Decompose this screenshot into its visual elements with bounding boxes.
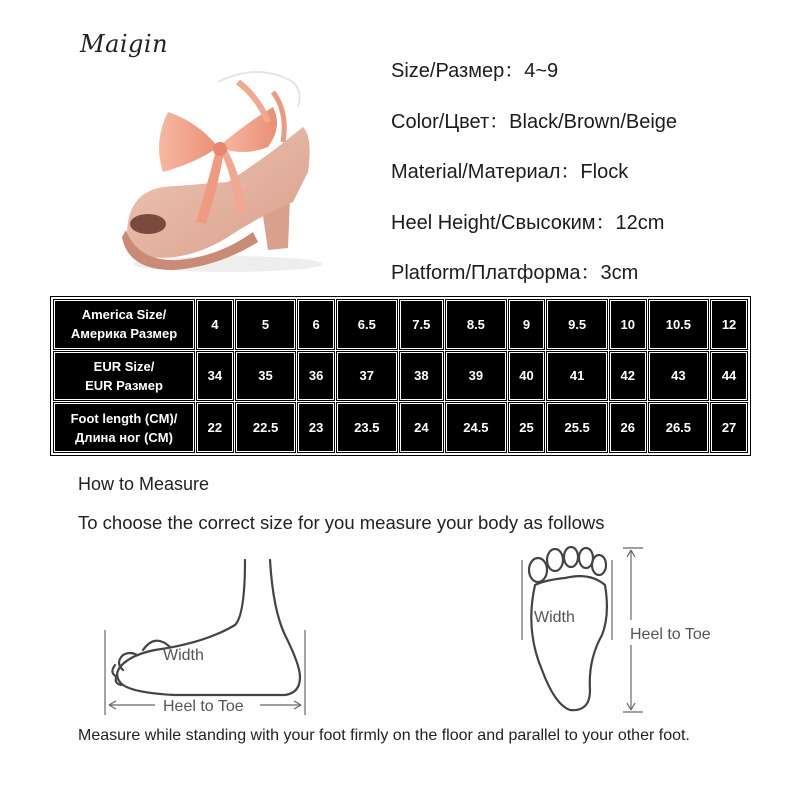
spec-label: Platform/Платформа — [391, 262, 581, 284]
table-cell: 23 — [298, 403, 334, 452]
size-chart-table — [50, 296, 751, 456]
sole-length-label: Heel to Toe — [630, 626, 711, 643]
table-cell: 7.5 — [400, 300, 444, 349]
row-header-line: America Size/ — [81, 307, 167, 323]
spec-label: Heel Height/Свысоким — [391, 211, 596, 234]
row-header-line: EUR Size/ — [93, 358, 155, 374]
table-row — [54, 352, 747, 401]
table-cell: 26.5 — [649, 403, 708, 452]
table-cell: 35 — [236, 352, 295, 401]
spec-value: Black/Brown/Beige — [509, 110, 678, 133]
row-header — [54, 352, 194, 401]
measure-footer-note: Measure while standing with your foot firmly on the floor and parallel to your other foot. — [78, 727, 690, 744]
measure-subtitle: To choose the correct size for you measure your body as follows — [78, 512, 605, 533]
side-length-label: Heel to Toe — [163, 698, 244, 715]
table-cell: 37 — [337, 352, 396, 401]
spec-value: 12cm — [615, 211, 665, 234]
table-cell: 41 — [547, 352, 606, 401]
table-cell: 4 — [197, 300, 233, 349]
table-cell: 43 — [649, 352, 708, 401]
spec-label: Color/Цвет — [391, 110, 490, 133]
spec-value: Flock — [580, 161, 629, 183]
table-cell: 24.5 — [446, 403, 505, 452]
table-cell: 5 — [236, 300, 295, 349]
table-cell: 40 — [509, 352, 545, 401]
row-header — [54, 403, 194, 452]
table-cell: 24 — [400, 403, 444, 452]
side-foot-diagram — [95, 555, 325, 725]
table-cell: 23.5 — [337, 403, 396, 452]
table-cell: 6.5 — [337, 300, 396, 349]
spec-label: Material/Материал — [391, 161, 561, 183]
table-cell: 39 — [446, 352, 505, 401]
spec-separator: ： — [560, 161, 581, 183]
table-cell: 44 — [711, 352, 747, 401]
table-cell: 27 — [711, 403, 747, 452]
table-cell: 38 — [400, 352, 444, 401]
brand-logo: Maigin — [80, 30, 169, 58]
table-cell: 22.5 — [236, 403, 295, 452]
table-cell: 25 — [509, 403, 545, 452]
spec-heel-height — [391, 206, 677, 257]
table-cell: 42 — [610, 352, 646, 401]
sole-width-label: Width — [534, 609, 575, 626]
row-header-line: EUR Размер — [85, 377, 163, 393]
spec-label: Size/Размер — [391, 60, 505, 82]
table-cell: 26 — [610, 403, 646, 452]
table-cell: 34 — [197, 352, 233, 401]
spec-value: 4~9 — [524, 60, 559, 82]
spec-separator: ： — [595, 211, 616, 234]
spec-separator: ： — [580, 262, 601, 284]
table-row — [54, 300, 747, 349]
spec-material — [391, 155, 677, 206]
table-cell: 10.5 — [649, 300, 708, 349]
table-cell: 9.5 — [547, 300, 606, 349]
spec-color — [391, 105, 677, 156]
spec-value: 3cm — [600, 262, 639, 284]
table-row — [54, 403, 747, 452]
table-cell: 6 — [298, 300, 334, 349]
table-cell: 10 — [610, 300, 646, 349]
spec-separator: ： — [489, 110, 510, 133]
spec-separator: ： — [504, 60, 525, 82]
table-cell: 36 — [298, 352, 334, 401]
table-cell: 9 — [509, 300, 545, 349]
product-specs — [391, 54, 677, 307]
table-cell: 8.5 — [446, 300, 505, 349]
table-cell: 12 — [711, 300, 747, 349]
measure-title: How to Measure — [78, 474, 210, 494]
row-header-line: Foot length (CM)/ — [70, 410, 178, 426]
table-cell: 25.5 — [547, 403, 606, 452]
row-header-line: Америка Размер — [70, 326, 178, 342]
row-header — [54, 300, 194, 349]
row-header-line: Длина ног (CM) — [75, 429, 173, 445]
table-cell: 22 — [197, 403, 233, 452]
sole-foot-diagram — [510, 540, 745, 720]
product-image-sandal — [108, 52, 333, 282]
spec-size — [391, 54, 677, 105]
side-width-label: Width — [163, 647, 204, 664]
